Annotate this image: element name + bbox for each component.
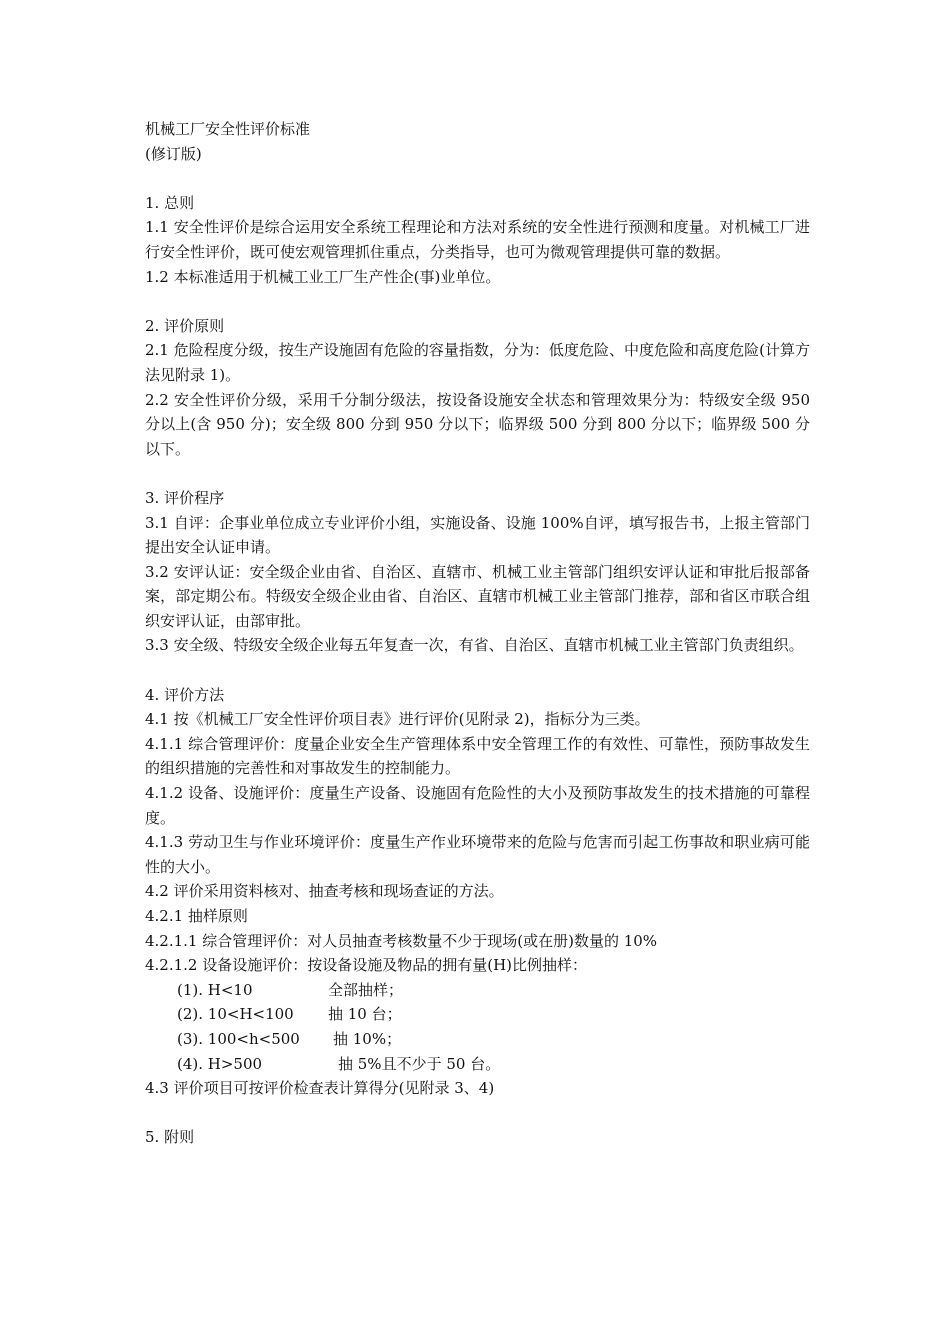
paragraph-3-2: 3.2 安评认证：安全级企业由省、自治区、直辖市、机械工业主管部门组织安评认证和审批后报部备案，部定期公布。特级安全级企业由省、自治区、直辖市机械工业主管部门推荐，部和省区市联合组织安评认证，由部审批。 — [145, 562, 810, 630]
paragraph-4-2-1-2: 4.2.1.2 设备设施评价：按设备设施及物品的拥有量(H)比例抽样： — [145, 956, 588, 975]
paragraph-1-1: 1.1 安全性评价是综合运用安全系统工程理论和方法对系统的安全性进行预测和度量。对机械工厂进行安全性评价，既可使宏观管理抓住重点，分类指导，也可为微观管理提供可靠的数据。 — [145, 218, 810, 261]
spacer — [145, 658, 810, 683]
paragraph-4-1-3: 4.1.3 劳动卫生与作业环境评价：度量生产作业环境带来的危险与危害而引起工伤事故和职业病可能性的大小。 — [145, 833, 810, 876]
document-page — [145, 117, 810, 1150]
document-subtitle: (修订版) — [145, 144, 202, 163]
section-heading-4: 4. 评价方法 — [145, 685, 225, 704]
paragraph-3-3: 3.3 安全级、特级安全级企业每五年复查一次，有省、自治区、直辖市机械工业主管部门负责组织。 — [145, 636, 804, 655]
sampling-item — [145, 1052, 810, 1077]
spacer — [145, 461, 810, 486]
sampling-range: (4). H>500 — [177, 1054, 263, 1073]
section-heading-1: 1. 总则 — [145, 193, 195, 212]
sampling-item — [145, 978, 810, 1003]
sampling-item — [145, 1027, 810, 1052]
paragraph-4-1-1: 4.1.1 综合管理评价：度量企业安全生产管理体系中安全管理工作的有效性、可靠性，预防事故发生的组织措施的完善性和对事故发生的控制能力。 — [145, 734, 810, 778]
paragraph-3-1: 3.1 自评：企事业单位成立专业评价小组，实施设备、设施 100%自评，填写报告书，上报主管部门提出安全认证申请。 — [145, 513, 810, 557]
section-heading-3: 3. 评价程序 — [145, 488, 225, 507]
sampling-range: (2). 10<H<100 — [177, 1005, 294, 1024]
document-title: 机械工厂安全性评价标准 — [145, 120, 311, 138]
sampling-item — [145, 1002, 810, 1027]
spacer — [145, 289, 810, 314]
spacer — [145, 1101, 810, 1126]
paragraph-4-2-1-1: 4.2.1.1 综合管理评价：对人员抽查考核数量不少于现场(或在册)数量的 10% — [145, 931, 658, 950]
paragraph-4-2: 4.2 评价采用资料核对、抽查考核和现场查证的方法。 — [145, 882, 504, 901]
paragraph-4-1-2: 4.1.2 设备、设施评价：度量生产设备、设施固有危险性的大小及预防事故发生的技术措施的可靠程度。 — [145, 784, 810, 827]
sampling-rule: 全部抽样； — [328, 980, 404, 999]
section-heading-5: 5. 附则 — [145, 1128, 195, 1147]
paragraph-2-2: 2.2 安全性评价分级，采用千分制分级法，按设备设施安全状态和管理效果分为：特级安全级 950 分以上(含 950 分)；安全级 800 分到 950 分以下；临界级 500 分到 800 分以下；临界级 500 分以下。 — [145, 390, 810, 458]
sampling-range: (3). 100<h<500 — [177, 1029, 300, 1048]
paragraph-4-3: 4.3 评价项目可按评价检查表计算得分(见附录 3、4) — [145, 1079, 495, 1098]
paragraph-1-2: 1.2 本标准适用于机械工业工厂生产性企(事)业单位。 — [145, 267, 501, 286]
sampling-rule: 抽 10%； — [333, 1029, 402, 1048]
section-heading-2: 2. 评价原则 — [145, 316, 225, 335]
sampling-rule: 抽 10 台； — [328, 1005, 402, 1024]
paragraph-2-1: 2.1 危险程度分级，按生产设施固有危险的容量指数，分为：低度危险、中度危险和高度危险(计算方法见附录 1)。 — [145, 341, 810, 384]
paragraph-4-1: 4.1 按《机械工厂安全性评价项目表》进行评价(见附录 2)，指标分为三类。 — [145, 710, 650, 729]
paragraph-4-2-1: 4.2.1 抽样原则 — [145, 907, 248, 925]
sampling-range: (1). H<10 — [177, 980, 253, 999]
spacer — [145, 166, 810, 191]
sampling-rule: 抽 5%且不少于 50 台。 — [338, 1054, 501, 1073]
